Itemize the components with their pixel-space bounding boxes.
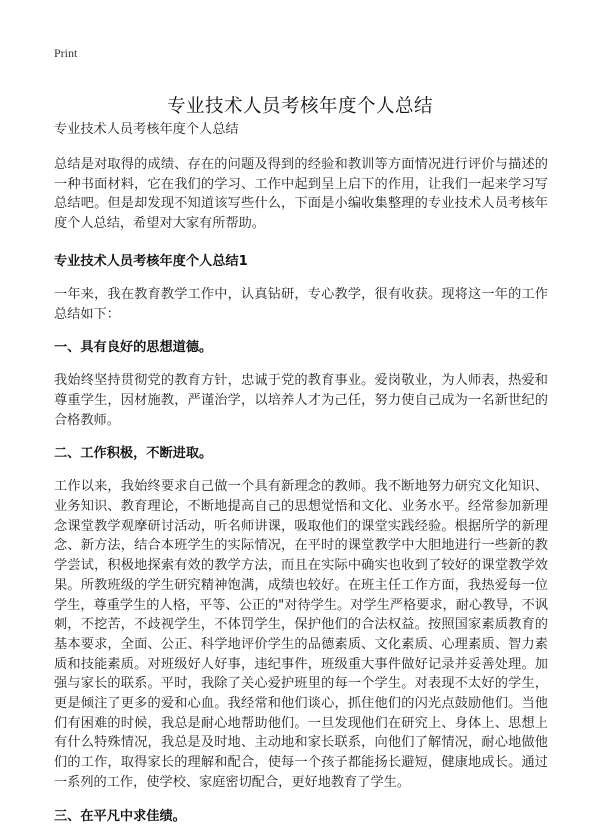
heading-2: 二、工作积极，不断进取。 bbox=[54, 446, 213, 462]
paragraph-1: 我始终坚持贯彻党的教育方针，忠诚于党的教育事业。爱岗敬业，为人师表，热爱和尊重学生，因材施教，严谨治学，以培养人才为己任，努力使自己成为一名新世纪的合格教师。 bbox=[54, 373, 548, 428]
page-title: 专业技术人员考核年度个人总结 bbox=[166, 96, 433, 118]
heading-3: 三、在平凡中求佳绩。 bbox=[54, 808, 186, 824]
paragraph-2: 工作以来，我始终要求自己做一个具有新理念的教师。我不断地努力研究文化知识、业务知识、教育理论，不断地提高自己的思想觉悟和文化、业务水平。经常参加新理念课堂教学观摩研讨活动，听名师讲课，吸取他们的课堂实践经验。根据所学的新理念、新方法，结合本班学生的实际情况，在平时的课堂教学中大胆地进行一些新的教学尝试，积极地探索有效的教学方法，而且在实际中确实也收到了较好的课堂教学效果。所教班级的学生研究精神饱满，成绩也较好。在班主任工作方面，我热爱每一位学生，尊重学生的人格，平等、公正的"对待学生。对学生严格要求，耐心教导，不讽刺，不挖苦，不歧视学生，不体罚学生，保护他们的合法权益。按照国家素质教育的基本要求，全面、公正、科学地评价学生的品德素质、文化素质、心理素质、智力素质和技能素质。对班级好人好事，违纪事件，班级重大事件做好记录并妥善处理。加强与家长的联系。平时，我除了关心爱护班里的每一个学生。对表现不太好的学生，更是倾注了更多的爱和心血。我经常和他们谈心，抓住他们的闪光点鼓励他们。当他们有困难的时候，我总是耐心地帮助他们。一旦发现他们在研究上、身体上、思想上有什么特殊情况，我总是及时地、主动地和家长联系，向他们了解情况，耐心地做他们的工作，取得家长的理解和配合，使每一个孩子都能扬长避短，健康地成长。通过一系列的工作，使学校、家庭密切配合，更好地教育了学生。 bbox=[54, 479, 548, 790]
document-body bbox=[54, 120, 548, 840]
section-title: 专业技术人员考核年度个人总结1 bbox=[54, 253, 248, 269]
document-subtitle: 专业技术人员考核年度个人总结 bbox=[54, 122, 239, 137]
print-link[interactable]: Print bbox=[54, 46, 78, 60]
intro-paragraph: 总结是对取得的成绩、存在的问题及得到的经验和教训等方面情况进行评价与描述的一种书面材料，它在我们的学习、工作中起到呈上启下的作用，让我们一起来学习写总结吧。但是却发现不知道该写些什么，下面是小编收集整理的专业技术人员考核年度个人总结，希望对大家有所帮助。 bbox=[54, 157, 548, 232]
opening-paragraph: 一年来，我在教育教学工作中，认真钻研，专心教学，很有收获。现将这一年的工作总结如下： bbox=[54, 286, 548, 322]
heading-1: 一、具有良好的思想道德。 bbox=[54, 340, 213, 356]
